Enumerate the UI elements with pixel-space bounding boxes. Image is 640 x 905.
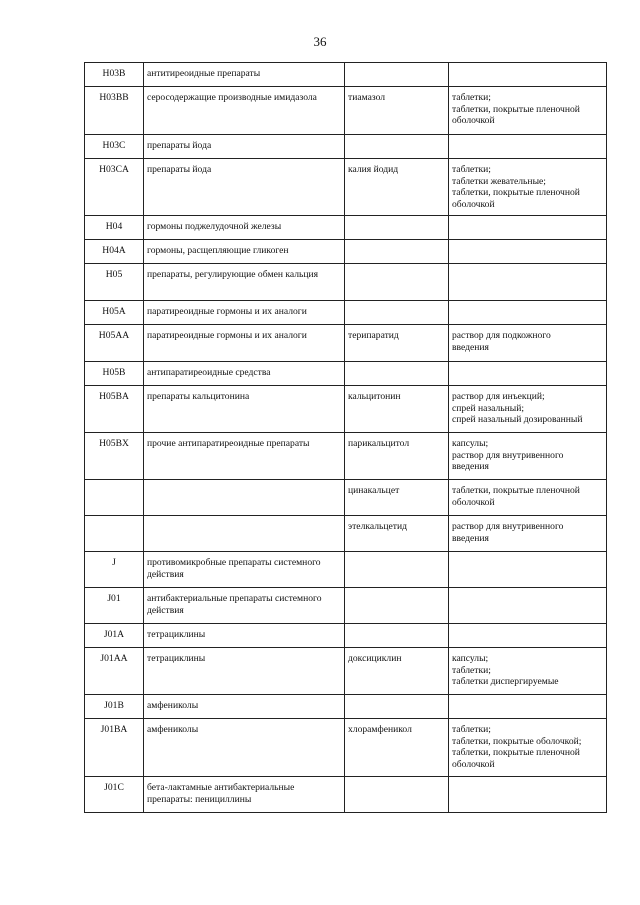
dosage-form-line: таблетки; — [452, 724, 491, 735]
atc-drug-table — [84, 62, 607, 813]
dosage-forms-cell — [449, 362, 607, 386]
atc-code-cell: H05A — [85, 301, 144, 325]
dosage-forms-cell — [449, 552, 607, 588]
drug-name-cell — [345, 240, 449, 264]
dosage-forms-cell — [449, 135, 607, 159]
atc-code-cell: H03BB — [85, 87, 144, 135]
dosage-forms-cell — [449, 301, 607, 325]
drug-name-cell: тиамазол — [345, 87, 449, 135]
dosage-form-line: спрей назальный; — [452, 402, 525, 414]
drug-name-cell: парикальцитол — [345, 433, 449, 480]
drug-name-cell — [345, 777, 449, 813]
table-row — [85, 240, 607, 264]
anatomical-therapeutic-group-cell: паратиреоидные гормоны и их аналоги — [144, 301, 345, 325]
dosage-forms-cell — [449, 87, 607, 135]
drug-name-cell: этелкальцетид — [345, 516, 449, 552]
anatomical-therapeutic-group-cell: антитиреоидные препараты — [144, 63, 345, 87]
table-row — [85, 777, 607, 813]
drug-name-cell — [345, 63, 449, 87]
table-row — [85, 264, 607, 301]
table-row — [85, 433, 607, 480]
anatomical-therapeutic-group-cell: препараты кальцитонина — [144, 386, 345, 433]
drug-name-cell — [345, 135, 449, 159]
dosage-forms-cell — [449, 433, 607, 480]
table-row — [85, 325, 607, 362]
atc-code-cell: J01BA — [85, 719, 144, 777]
anatomical-therapeutic-group-cell: препараты, регулирующие обмен кальция — [144, 264, 345, 301]
dosage-form-line: введения — [452, 341, 489, 353]
dosage-forms-cell — [449, 777, 607, 813]
anatomical-therapeutic-group-cell — [144, 480, 345, 516]
dosage-form-line: таблетки, покрытые пленочной — [452, 187, 580, 199]
dosage-forms-cell — [449, 516, 607, 552]
table-row — [85, 63, 607, 87]
table-body — [85, 63, 607, 813]
anatomical-therapeutic-group-cell: бета-лактамные антибактериальные препараты: пенициллины — [144, 777, 345, 813]
anatomical-therapeutic-group-cell: гормоны поджелудочной железы — [144, 216, 345, 240]
atc-code-cell: J01C — [85, 777, 144, 813]
dosage-form-line: спрей назальный дозированный — [452, 414, 583, 426]
dosage-form-line: таблетки; — [452, 664, 491, 676]
dosage-forms-cell — [449, 386, 607, 433]
table-row — [85, 159, 607, 216]
table-row — [85, 135, 607, 159]
dosage-forms-cell — [449, 264, 607, 301]
dosage-form-line: оболочкой — [452, 758, 495, 770]
table-row — [85, 516, 607, 552]
drug-name-cell — [345, 216, 449, 240]
anatomical-therapeutic-group-cell: препараты йода — [144, 159, 345, 216]
table-row — [85, 648, 607, 695]
dosage-form-line: введения — [452, 532, 489, 544]
dosage-forms-cell — [449, 480, 607, 516]
dosage-form-line: капсулы; — [452, 653, 489, 664]
dosage-form-line: раствор для внутривенного — [452, 521, 564, 532]
dosage-form-line: таблетки, покрытые пленочной — [452, 103, 580, 115]
dosage-form-line: таблетки; — [452, 164, 491, 175]
atc-code-cell: H03CA — [85, 159, 144, 216]
dosage-forms-cell — [449, 240, 607, 264]
dosage-form-line: таблетки; — [452, 92, 491, 103]
dosage-form-line: оболочкой — [452, 496, 495, 508]
table-row — [85, 588, 607, 624]
atc-code-cell: H05AA — [85, 325, 144, 362]
drug-name-cell: терипаратид — [345, 325, 449, 362]
dosage-forms-cell — [449, 63, 607, 87]
drug-name-cell: калия йодид — [345, 159, 449, 216]
anatomical-therapeutic-group-cell: амфениколы — [144, 719, 345, 777]
anatomical-therapeutic-group-cell: прочие антипаратиреоидные препараты — [144, 433, 345, 480]
atc-code-cell: H05BX — [85, 433, 144, 480]
drug-name-cell — [345, 552, 449, 588]
drug-name-cell — [345, 588, 449, 624]
atc-code-cell — [85, 516, 144, 552]
dosage-form-line: оболочкой — [452, 198, 495, 210]
atc-code-cell: H05BA — [85, 386, 144, 433]
table-row — [85, 301, 607, 325]
atc-code-cell: J01A — [85, 624, 144, 648]
atc-code-cell: H03C — [85, 135, 144, 159]
anatomical-therapeutic-group-cell: паратиреоидные гормоны и их аналоги — [144, 325, 345, 362]
atc-code-cell: H04 — [85, 216, 144, 240]
atc-code-cell: J01AA — [85, 648, 144, 695]
dosage-form-line: таблетки диспергируемые — [452, 676, 559, 688]
anatomical-therapeutic-group-cell: амфениколы — [144, 695, 345, 719]
dosage-form-line: оболочкой — [452, 115, 495, 127]
dosage-forms-cell — [449, 588, 607, 624]
dosage-forms-cell — [449, 624, 607, 648]
drug-name-cell — [345, 624, 449, 648]
table-row — [85, 87, 607, 135]
page-number: 36 — [313, 34, 327, 49]
table-row — [85, 624, 607, 648]
table-row — [85, 362, 607, 386]
drug-name-cell — [345, 301, 449, 325]
anatomical-therapeutic-group-cell: тетрациклины — [144, 624, 345, 648]
anatomical-therapeutic-group-cell: антипаратиреоидные средства — [144, 362, 345, 386]
atc-code-cell: J01 — [85, 588, 144, 624]
dosage-forms-cell — [449, 648, 607, 695]
dosage-form-line: таблетки, покрытые пленочной — [452, 485, 580, 496]
dosage-form-line: раствор для инъекций; — [452, 391, 545, 402]
anatomical-therapeutic-group-cell: серосодержащие производные имидазола — [144, 87, 345, 135]
atc-code-cell: J — [85, 552, 144, 588]
atc-code-cell: H05 — [85, 264, 144, 301]
anatomical-therapeutic-group-cell — [144, 516, 345, 552]
anatomical-therapeutic-group-cell: препараты йода — [144, 135, 345, 159]
dosage-forms-cell — [449, 159, 607, 216]
atc-code-cell: J01B — [85, 695, 144, 719]
atc-code-cell: H05B — [85, 362, 144, 386]
anatomical-therapeutic-group-cell: гормоны, расщепляющие гликоген — [144, 240, 345, 264]
dosage-forms-cell — [449, 719, 607, 777]
table-row — [85, 719, 607, 777]
dosage-form-line: раствор для внутривенного — [452, 449, 564, 461]
dosage-form-line: таблетки жевательные; — [452, 175, 546, 187]
dosage-form-line: раствор для подкожного — [452, 330, 551, 341]
dosage-form-line: капсулы; — [452, 438, 489, 449]
atc-code-cell — [85, 480, 144, 516]
dosage-forms-cell — [449, 695, 607, 719]
dosage-form-line: таблетки, покрытые пленочной — [452, 747, 580, 759]
drug-name-cell: хлорамфеникол — [345, 719, 449, 777]
dosage-forms-cell — [449, 216, 607, 240]
dosage-forms-cell — [449, 325, 607, 362]
anatomical-therapeutic-group-cell: тетрациклины — [144, 648, 345, 695]
table-row — [85, 216, 607, 240]
drug-name-cell — [345, 362, 449, 386]
anatomical-therapeutic-group-cell: антибактериальные препараты системного действия — [144, 588, 345, 624]
drug-name-cell — [345, 695, 449, 719]
table-row — [85, 386, 607, 433]
atc-code-cell: H03B — [85, 63, 144, 87]
anatomical-therapeutic-group-cell: противомикробные препараты системного действия — [144, 552, 345, 588]
table-row — [85, 695, 607, 719]
dosage-form-line: таблетки, покрытые оболочкой; — [452, 735, 582, 747]
dosage-form-line: введения — [452, 461, 489, 473]
drug-name-cell: кальцитонин — [345, 386, 449, 433]
drug-name-cell — [345, 264, 449, 301]
atc-code-cell: H04A — [85, 240, 144, 264]
table-row — [85, 552, 607, 588]
drug-name-cell: доксициклин — [345, 648, 449, 695]
drug-name-cell: цинакальцет — [345, 480, 449, 516]
table-row — [85, 480, 607, 516]
